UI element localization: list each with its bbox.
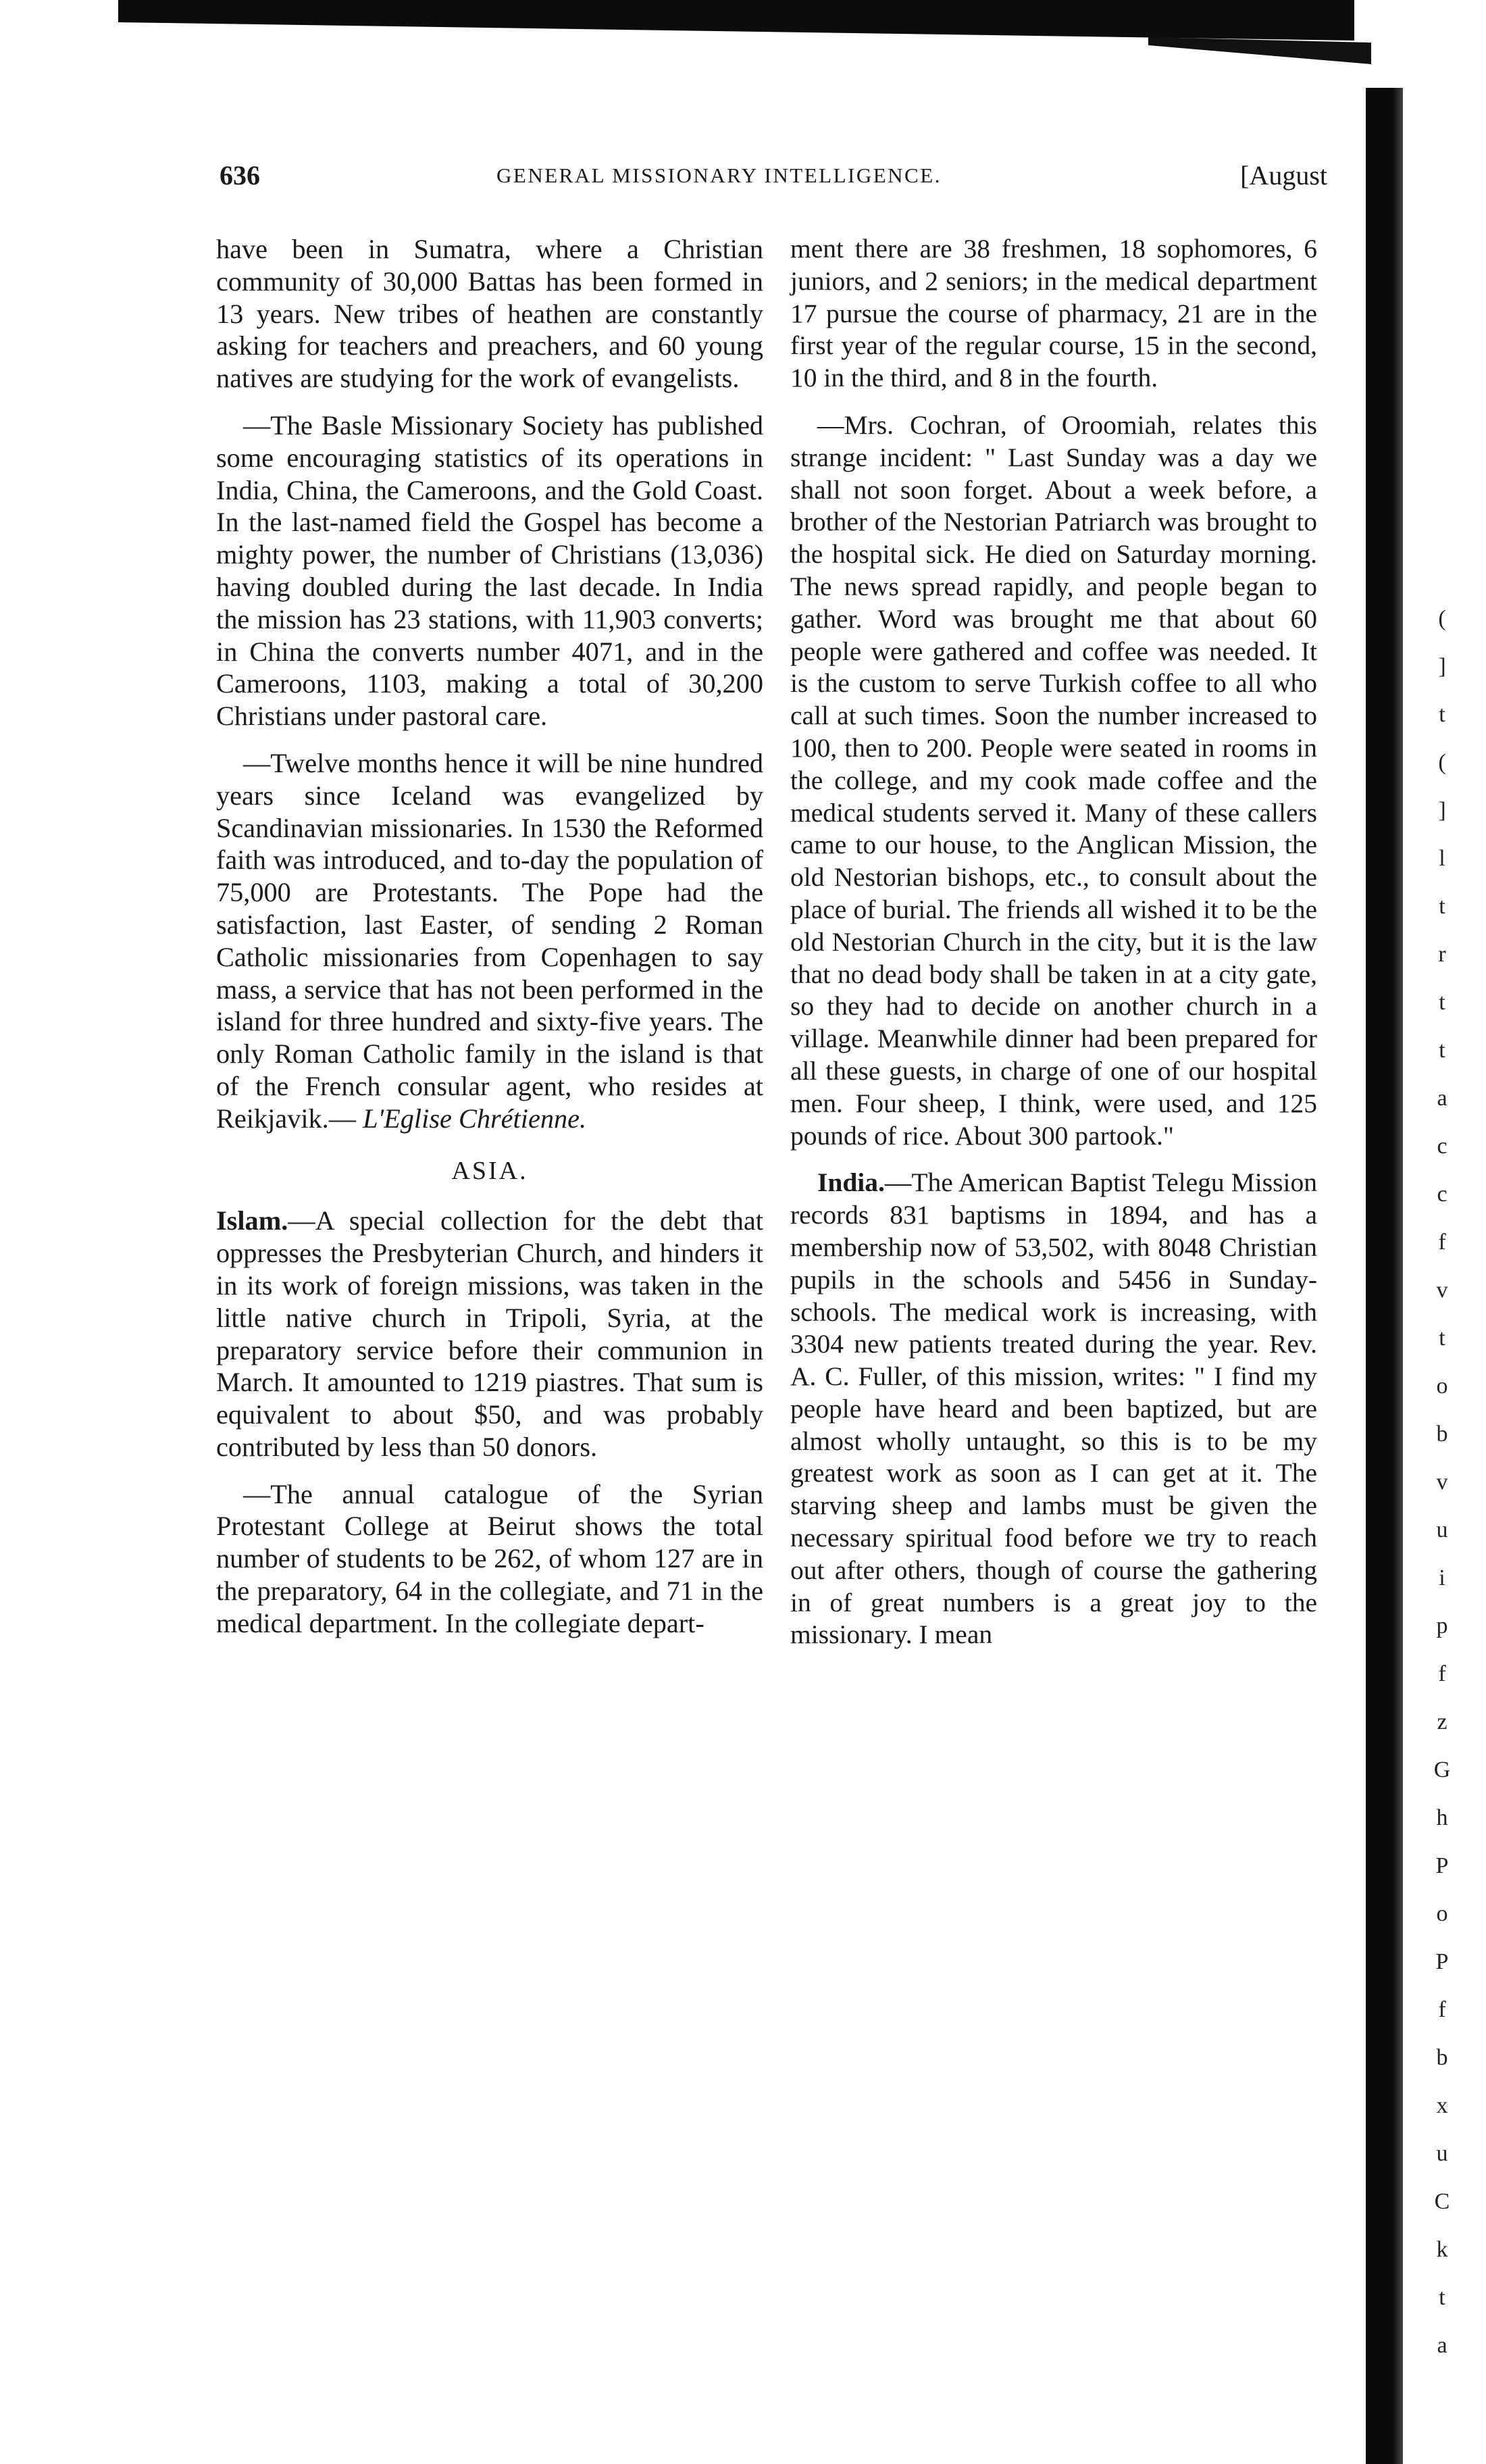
- edge-fragment: t: [1439, 2285, 1445, 2310]
- running-date: [August: [1240, 160, 1327, 191]
- paragraph-text: —The American Baptist Telegu Mission records 831 baptisms in 1894, and has a membership now of 53,502, with 8048 Christian pupils in the schools and 5456 in Sunday-schools. The medical work is increasing, with 3304 new patients treated during the year. Rev. A. C. Fuller, of this mission, writes: " I find my people have heard and been baptized, but are almost wholly untaught, so this is to be my greatest work as soon as I can get at it. The starving sheep and lambs must be given the necessary spiritual food before we try to reach out after others, though of course the gathering in of great numbers is a great joy to the missionary. I mean: [790, 1167, 1317, 1650]
- facing-page-edge-text: [1415, 595, 1469, 2358]
- edge-fragment: b: [1436, 1422, 1448, 1447]
- paragraph: [216, 1205, 763, 1463]
- edge-fragment: a: [1437, 1086, 1447, 1111]
- edge-fragment: t: [1439, 1326, 1445, 1351]
- edge-fragment: c: [1437, 1182, 1447, 1207]
- edge-fragment: P: [1435, 1949, 1449, 1974]
- edge-fragment: x: [1436, 2093, 1448, 2118]
- edge-fragment: o: [1436, 1901, 1448, 1926]
- paragraph: —The Basle Missionary Society has published some encouraging statistics of its operations in India, China, the Cameroons, and the Gold Coast. In the last-named field the Gospel has become a mighty power, the number of Christians (13,036) having doubled during the last decade. In India the mission has 23 stations, with 11,903 converts; in China the converts number 4071, and in the Cameroons, 1103, making a total of 30,200 Christians under pastoral care.: [216, 409, 763, 732]
- paragraph-text: —A special collection for the debt that oppresses the Presbyterian Church, and hinders it in its work of foreign missions, was taken in the little native church in Tripoli, Syria, at the preparatory service before their communion in March. It amounted to 1219 piastres. That sum is equivalent to about $50, and was probably contributed by less than 50 donors.: [216, 1205, 763, 1462]
- running-title: GENERAL MISSIONARY INTELLIGENCE.: [496, 164, 942, 187]
- edge-fragment: v: [1436, 1278, 1448, 1303]
- edge-fragment: ]: [1438, 798, 1446, 823]
- edge-fragment: c: [1437, 1134, 1447, 1159]
- edge-fragment: t: [1439, 1038, 1445, 1063]
- edge-fragment: v: [1436, 1469, 1448, 1494]
- edge-fragment: r: [1438, 942, 1446, 967]
- edge-fragment: P: [1435, 1853, 1449, 1878]
- paragraph: —The annual catalogue of the Syrian Protestant College at Beirut shows the total number of students to be 262, of whom 127 are in the preparatory, 64 in the collegiate, and 71 in the medical department. In the collegiate depart-: [216, 1478, 763, 1638]
- section-heading: ASIA.: [451, 1156, 528, 1185]
- page-header: [220, 159, 1327, 200]
- edge-fragment: C: [1434, 2189, 1450, 2214]
- edge-fragment: ]: [1438, 654, 1446, 679]
- left-column: [216, 233, 763, 1655]
- scan-binding-shadow: [1366, 88, 1403, 2464]
- edge-fragment: u: [1436, 1517, 1448, 1542]
- right-column: [790, 233, 1317, 1666]
- edge-fragment: i: [1439, 1565, 1445, 1590]
- scan-top-shadow-tail: [1148, 37, 1371, 64]
- page-number: 636: [220, 160, 260, 191]
- paragraph: have been in Sumatra, where a Christian community of 30,000 Battas has been formed in 13 years. New tribes of heathen are constantly asking for teachers and preachers, and 60 young natives are studying for the work of evangelists.: [216, 234, 763, 394]
- edge-fragment: t: [1439, 702, 1445, 727]
- topic-lead: India.: [817, 1167, 885, 1198]
- edge-fragment: h: [1436, 1805, 1448, 1830]
- edge-fragment: a: [1437, 2333, 1447, 2358]
- edge-fragment: t: [1439, 894, 1445, 919]
- edge-fragment: f: [1438, 1230, 1446, 1255]
- edge-fragment: p: [1436, 1613, 1448, 1638]
- edge-fragment: o: [1436, 1374, 1448, 1399]
- edge-fragment: k: [1436, 2237, 1448, 2262]
- paragraph: ment there are 38 freshmen, 18 sophomores, 6 juniors, and 2 seniors; in the medical department 17 pursue the course of pharmacy, 21 are in the first year of the regular course, 15 in the second, 10 in the third, and 8 in the fourth.: [790, 234, 1317, 393]
- source-citation: L'Eglise Chrétienne.: [363, 1103, 587, 1134]
- edge-fragment: (: [1438, 606, 1446, 631]
- paragraph: [216, 747, 763, 1135]
- edge-fragment: (: [1438, 750, 1446, 775]
- edge-fragment: z: [1437, 1709, 1447, 1734]
- paragraph: —Mrs. Cochran, of Oroomiah, relates this strange incident: " Last Sunday was a day we shall not soon forget. About a week before, a brother of the Nestorian Patriarch was brought to the hospital sick. He died on Saturday morning. The news spread rapidly, and people began to gather. Word was brought me that about 60 people were gathered and coffee was needed. It is the custom to serve Turkish coffee to all who call at such times. Soon the number increased to 100, then to 200. People were seated in rooms in the college, and my cook made coffee and the medical students served it. Many of these callers came to our house, to the Anglican Mission, the old Nestorian bishops, etc., to consult about the place of burial. The friends all wished it to be the old Nestorian Church in the city, but it is the law that no dead body shall be taken in at a city gate, so they had to decide on another church in a village. Meanwhile dinner had been prepared for all these guests, in charge of one of our hospital men. Four sheep, I think, were used, and 125 pounds of rice. About 300 partook.": [790, 409, 1317, 1151]
- edge-fragment: u: [1436, 2141, 1448, 2166]
- paragraph: [790, 1167, 1317, 1651]
- edge-fragment: b: [1436, 2045, 1448, 2070]
- edge-fragment: l: [1439, 846, 1445, 871]
- topic-lead: Islam.: [216, 1205, 288, 1236]
- scan-top-shadow: [118, 0, 1354, 41]
- edge-fragment: f: [1438, 1997, 1446, 2022]
- edge-fragment: f: [1438, 1661, 1446, 1686]
- edge-fragment: t: [1439, 990, 1445, 1015]
- paragraph-text: —Twelve months hence it will be nine hundred years since Iceland was evangelized by Scandinavian missionaries. In 1530 the Reformed faith was introduced, and to-day the population of 75,000 are Protestants. The Pope had the satisfaction, last Easter, of sending 2 Roman Catholic missionaries from Copenhagen to say mass, a service that has not been performed in the island for three hundred and sixty-five years. The only Roman Catholic family in the island is that of the French consular agent, who resides at Reikjavik.—: [216, 747, 763, 1134]
- edge-fragment: G: [1433, 1757, 1451, 1782]
